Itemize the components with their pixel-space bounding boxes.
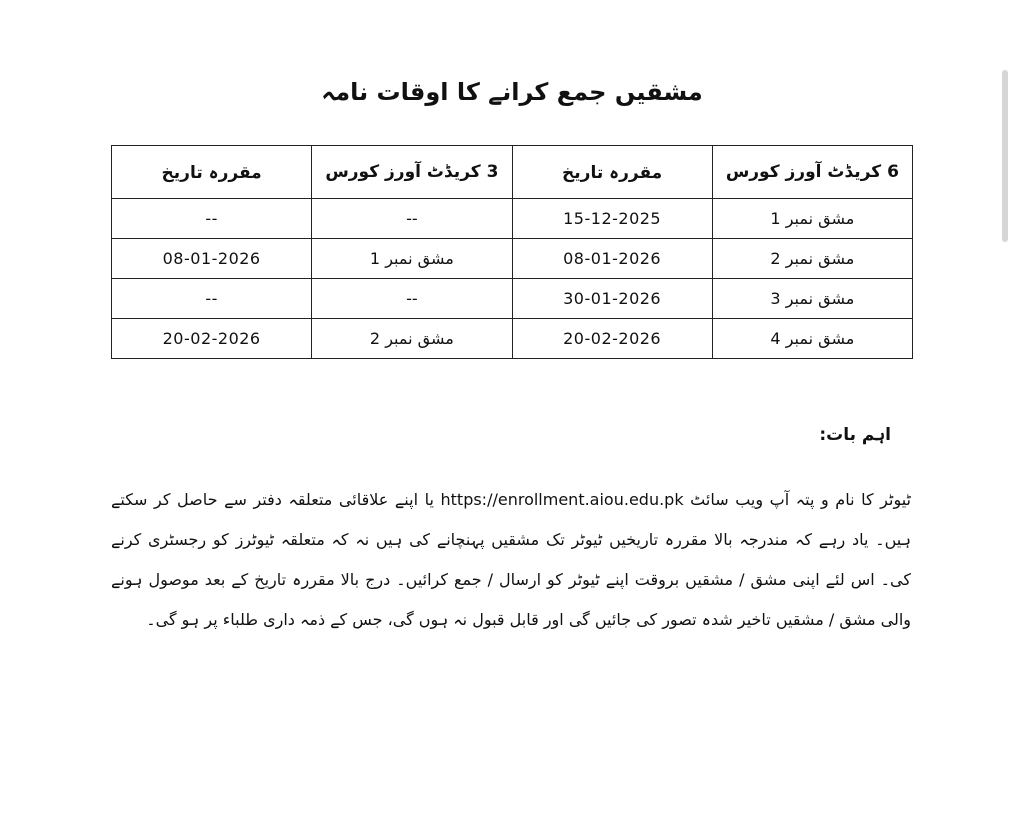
table-row: [112, 319, 913, 359]
due-date-6-credit: 30-01-2026: [512, 279, 712, 319]
header-due-date-6-credit: مقررہ تاریخ: [512, 146, 712, 199]
assignment-3-credit: مشق نمبر 2: [312, 319, 512, 359]
due-date-3-credit: 08-01-2026: [112, 239, 312, 279]
assignment-6-credit: مشق نمبر 1: [712, 199, 912, 239]
due-date-3-credit: --: [112, 199, 312, 239]
assignment-6-credit: مشق نمبر 2: [712, 239, 912, 279]
important-note-heading: اہم بات:: [819, 425, 891, 445]
enrollment-url-link[interactable]: https://enrollment.aiou.edu.pk: [440, 490, 684, 509]
table-header-row: [112, 146, 913, 199]
header-due-date-3-credit: مقررہ تاریخ: [112, 146, 312, 199]
table-row: [112, 239, 913, 279]
table-row: [112, 199, 913, 239]
due-date-6-credit: 20-02-2026: [512, 319, 712, 359]
due-date-6-credit: 08-01-2026: [512, 239, 712, 279]
important-note-paragraph: [111, 480, 911, 640]
note-text-part-2: یا اپنے علاقائی متعلقہ دفتر سے حاصل کر سکتے ہیں۔ یاد رہے کہ مندرجہ بالا مقررہ تاریخیں ٹیوٹر تک مشقیں پہنچانے کی ہیں نہ کہ متعلقہ ٹیوٹرز کو رجسٹری کرنے کی۔ اس لئے اپنی مشق / مشقیں بروقت اپنے ٹیوٹر کو ارسال / جمع کرائیں۔ درج بالا مقررہ تاریخ کے بعد موصول ہونے والی مشق / مشقیں تاخیر شدہ تصور کی جائیں گی اور قابل قبول نہ ہوں گی، جس کے ذمہ داری طلباء پر ہو گی۔: [111, 490, 911, 629]
header-6-credit-course: 6 کریڈٹ آورز کورس: [712, 146, 912, 199]
assignment-6-credit: مشق نمبر 4: [712, 319, 912, 359]
table-row: [112, 279, 913, 319]
due-date-6-credit: 15-12-2025: [512, 199, 712, 239]
assignment-3-credit: --: [312, 199, 512, 239]
schedule-table: [111, 145, 913, 359]
assignment-6-credit: مشق نمبر 3: [712, 279, 912, 319]
document-title: مشقیں جمع کرانے کا اوقات نامہ: [321, 78, 703, 106]
due-date-3-credit: --: [112, 279, 312, 319]
note-text-part-1: ٹیوٹر کا نام و پتہ آپ ویب سائٹ: [683, 490, 912, 509]
assignment-3-credit: مشق نمبر 1: [312, 239, 512, 279]
header-3-credit-course: 3 کریڈٹ آورز کورس: [312, 146, 512, 199]
vertical-scrollbar[interactable]: [1002, 70, 1008, 242]
assignment-3-credit: --: [312, 279, 512, 319]
due-date-3-credit: 20-02-2026: [112, 319, 312, 359]
